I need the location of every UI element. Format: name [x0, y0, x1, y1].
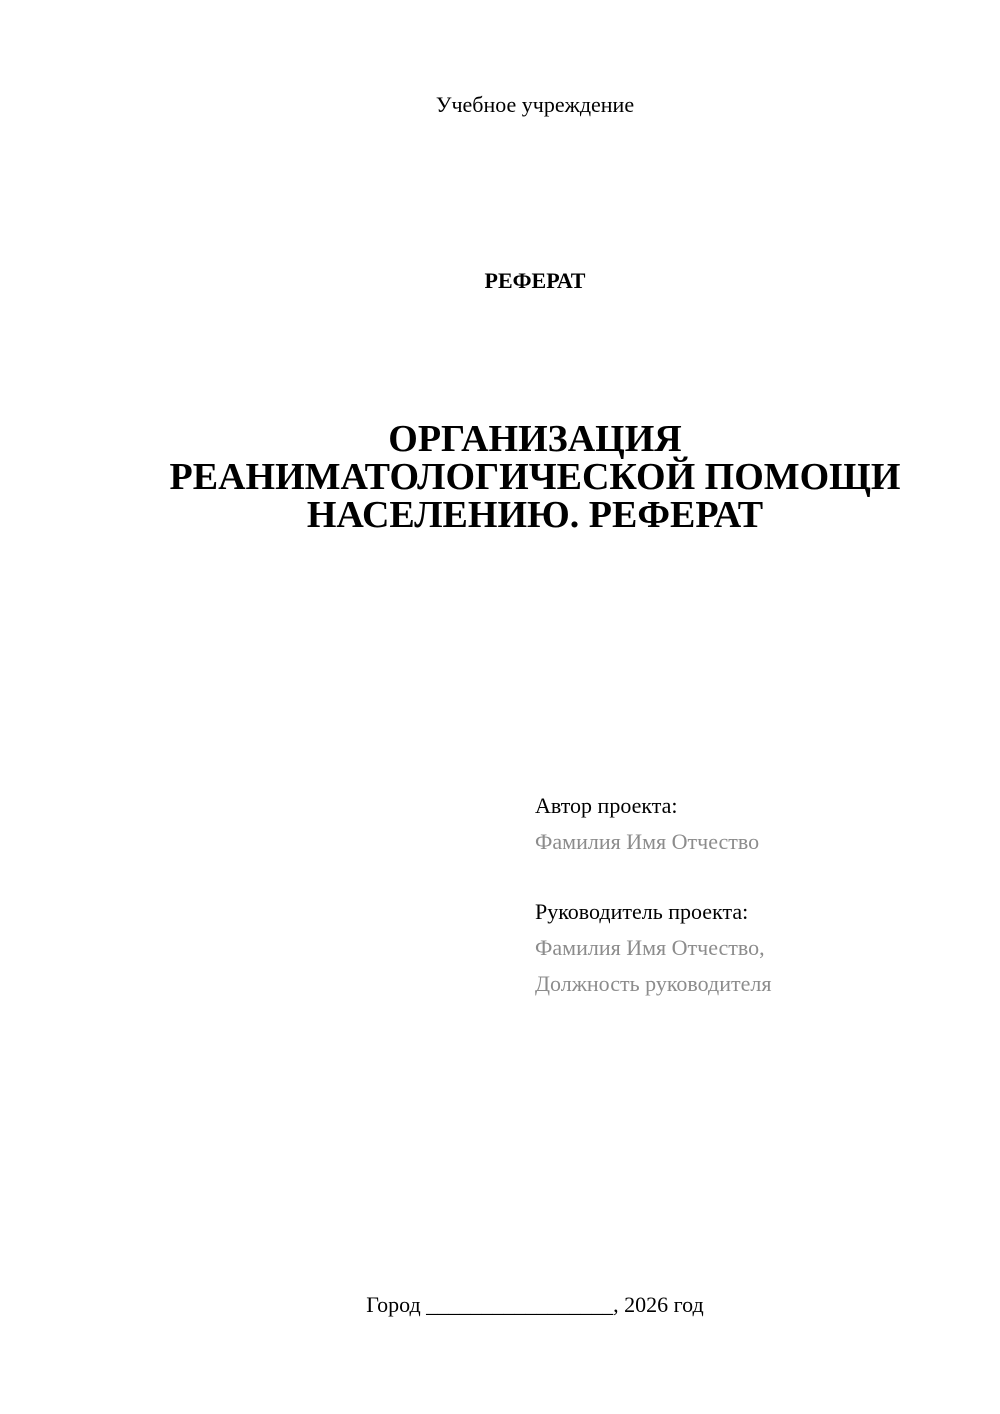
supervisor-label: Руководитель проекта:	[535, 899, 749, 924]
supervisor-position-placeholder: Должность руководителя	[535, 971, 772, 996]
document-type: РЕФЕРАТ	[484, 268, 586, 293]
credits-block	[535, 788, 955, 1002]
title-line: ОРГАНИЗАЦИЯ	[388, 418, 682, 460]
document-title	[120, 420, 950, 534]
supervisor-name-placeholder: Фамилия Имя Отчество,	[535, 935, 765, 960]
title-line: НАСЕЛЕНИЮ. РЕФЕРАТ	[306, 494, 764, 536]
author-label: Автор проекта:	[535, 793, 678, 818]
title-line: РЕАНИМАТОЛОГИЧЕСКОЙ ПОМОЩИ	[169, 456, 901, 498]
credits-spacer	[535, 860, 955, 894]
institution-name: Учебное учреждение	[435, 92, 635, 117]
author-name-placeholder: Фамилия Имя Отчество	[535, 829, 760, 854]
city-year-line: Город _________________, 2026 год	[366, 1292, 704, 1317]
